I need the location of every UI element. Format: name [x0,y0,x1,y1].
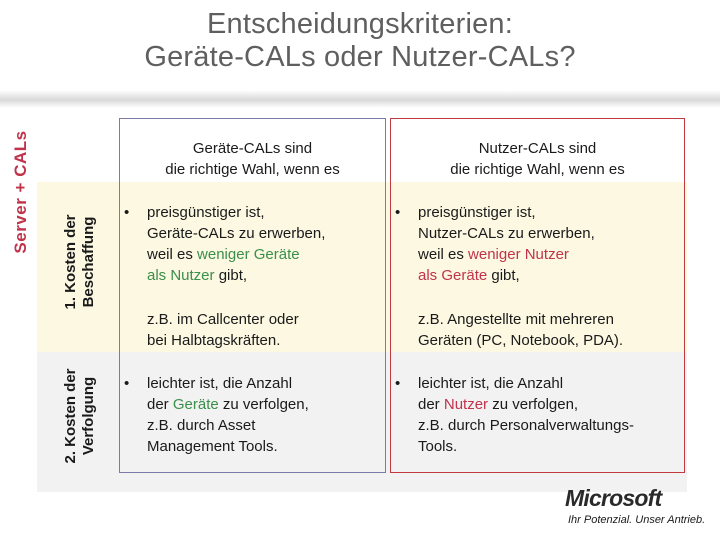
row-label-beschaffung-line1: 1. Kosten der [62,214,79,310]
column-header-geraete-line1: Geräte-CALs sind [192,140,313,157]
row-label-beschaffung-line2: Beschaffung [80,216,97,308]
cell-verfolgung-nutzer [395,373,634,457]
cell-line-4b: gibt, [214,267,248,284]
bullet-marker: • [395,204,401,221]
highlight-als-geraete: als Geräte [418,267,488,284]
cell-line-4: Tools. [418,438,458,455]
bullet-marker: • [124,375,130,392]
example-beschaffung-nutzer [418,309,623,351]
cell-verfolgung-geraete [124,373,309,457]
cell-line-2a: der [418,396,444,413]
cell-line-2c: zu verfolgen, [488,396,579,413]
cell-line-3a: weil es [147,246,198,263]
cell-line-4: Management Tools. [147,438,278,455]
row-label-verfolgung-line1: 2. Kosten der [62,368,79,464]
cell-line-1: preisgünstiger ist, [418,204,536,221]
brand-slogan: Ihr Potenzial. Unser Antrieb. [568,514,706,526]
example-beschaffung-geraete [147,309,299,351]
row-label-verfolgung-line2: Verfolgung [80,376,97,456]
cell-line-2 [395,394,634,415]
cell-line-3: z.B. durch Asset [147,417,256,434]
bullet-marker: • [124,204,130,221]
title-line-2: Geräte-CALs oder Nutzer-CALs? [144,41,576,73]
cell-line-1: leichter ist, die Anzahl [147,375,293,392]
highlight-nutzer: Nutzer [443,396,489,413]
highlight-als-nutzer: als Nutzer [147,267,215,284]
bullet-marker: • [395,375,401,392]
cell-line-3 [395,244,595,265]
cell-line-4 [124,265,325,286]
example-line-2: bei Halbtagskräften. [147,332,281,349]
cell-line-2c: zu verfolgen, [218,396,309,413]
example-line-2: Geräten (PC, Notebook, PDA). [418,332,624,349]
cell-line-4 [395,265,595,286]
cell-line-2: Geräte-CALs zu erwerben, [147,225,326,242]
cell-line-4b: gibt, [487,267,520,284]
title-divider-bar [0,90,720,108]
row-label-beschaffung [62,214,98,309]
column-header-nutzer-line2: die richtige Wahl, wenn es [450,161,625,178]
cell-line-2a: der [147,396,173,413]
side-label-server-cals: Server + CALs [11,130,30,254]
slide-title [0,8,720,74]
highlight-weniger-nutzer: weniger Nutzer [468,246,569,263]
example-line-1: z.B. Angestellte mit mehreren [418,311,614,328]
column-header-geraete [120,138,385,180]
cell-beschaffung-nutzer [395,202,595,286]
example-line-1: z.B. im Callcenter oder [147,311,299,328]
cell-beschaffung-geraete [124,202,325,286]
row-label-verfolgung [62,368,98,463]
cell-line-3a: weil es [418,246,469,263]
cell-line-3 [124,244,325,265]
microsoft-logo: Microsoft [565,485,662,511]
column-header-geraete-line2: die richtige Wahl, wenn es [165,161,340,178]
cell-line-2: Nutzer-CALs zu erwerben, [418,225,595,242]
title-line-1: Entscheidungskriterien: [206,8,514,40]
highlight-weniger-geraete: weniger Geräte [197,246,300,263]
column-header-nutzer [391,138,684,180]
column-header-nutzer-line1: Nutzer-CALs sind [478,140,597,157]
cell-line-1: leichter ist, die Anzahl [418,375,564,392]
cell-line-1: preisgünstiger ist, [147,204,265,221]
highlight-geraete: Geräte [172,396,219,413]
cell-line-3: z.B. durch Personalverwaltungs- [418,417,634,434]
cell-line-2 [124,394,309,415]
